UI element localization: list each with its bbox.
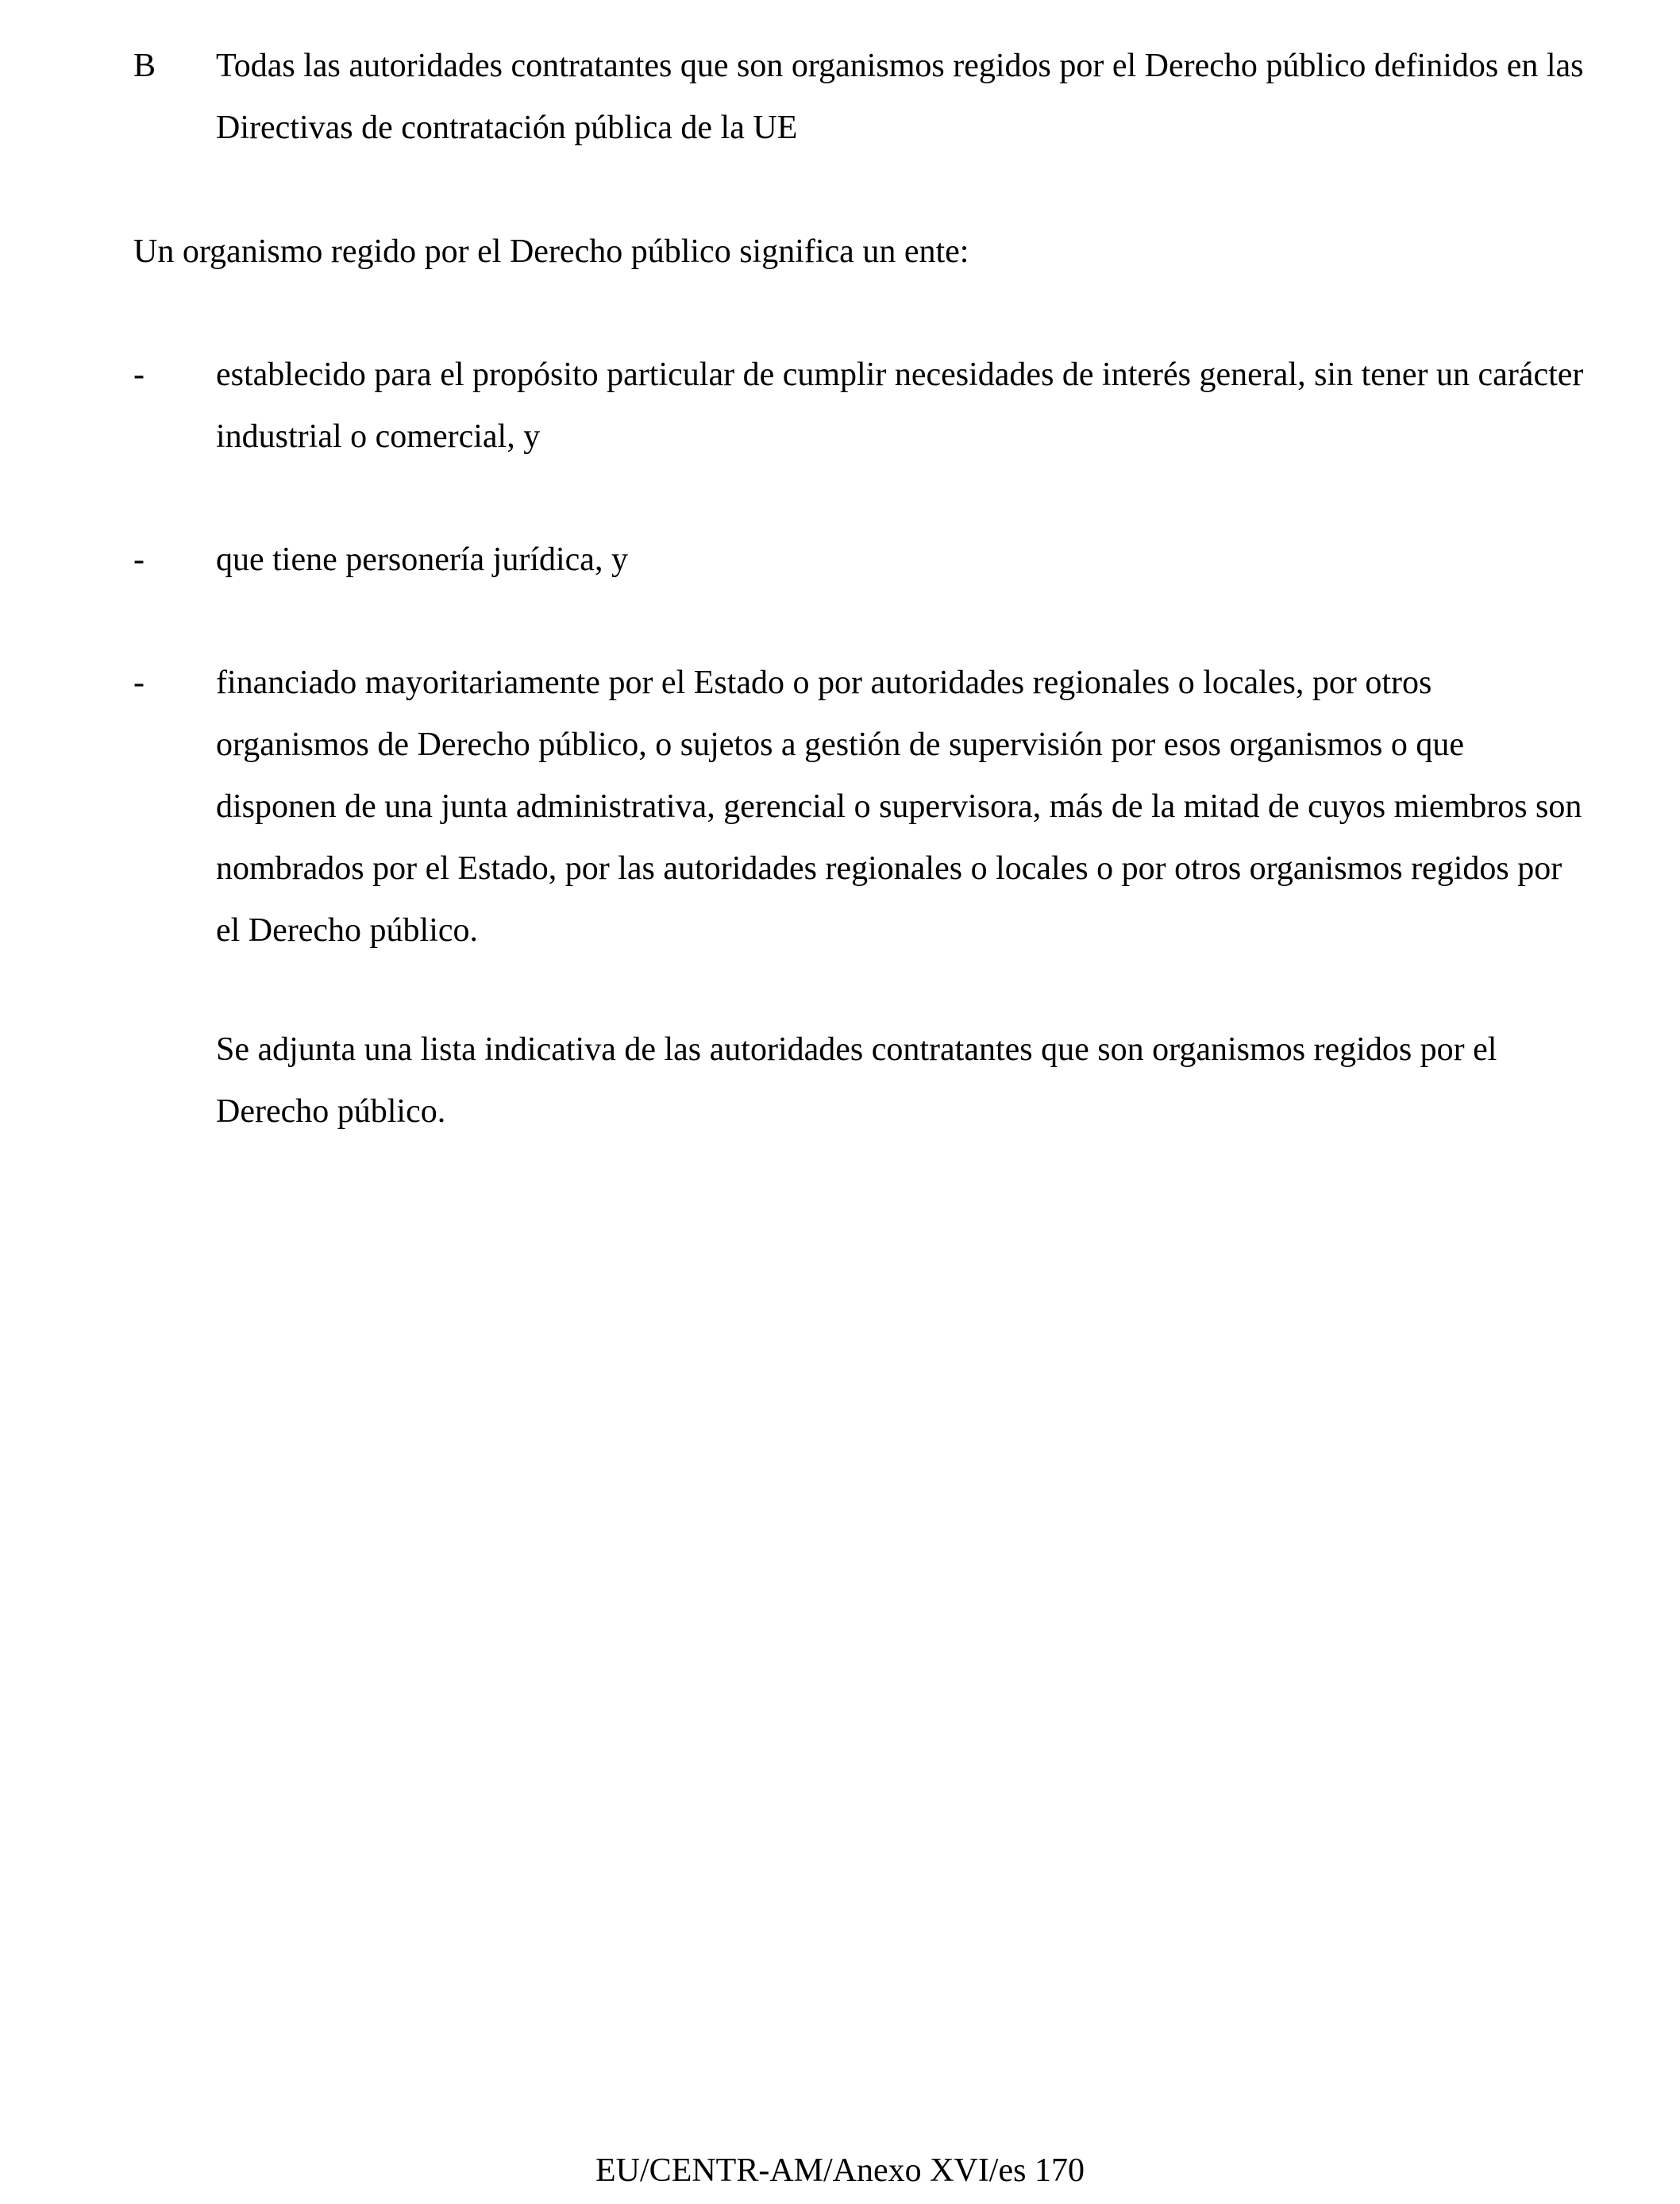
page-footer: EU/CENTR-AM/Anexo XVI/es 170 [595,2152,1085,2189]
list-item-text: que tiene personería jurídica, y [216,541,628,578]
intro-text: Un organismo regido por el Derecho público significa un ente: [133,233,969,270]
list-item-text: establecido para el propósito particular de cumplir necesidades de interés general, sin tener un carácter industrial o comercial, y [216,356,1584,455]
note-paragraph [133,1019,1586,1142]
list-item-bullet: - [133,541,144,578]
list-item [133,529,1586,591]
intro-paragraph [133,221,1586,283]
list-item-text: financiado mayoritariamente por el Estado o por autoridades regionales o locales, por otros organismos de Derecho público, o sujetos a gestión de supervisión por esos organismos o que disponen de una junta administrativa, gerencial o supervisora, más de la mitad de cuyos miembros son nombrados por el Estado, por las autoridades regionales o locales o por otros organismos regidos por el Derecho público. [216,665,1582,949]
note-text: Se adjunta una lista indicativa de las autoridades contratantes que son organismos regidos por el Derecho público. [216,1031,1497,1130]
list-item-bullet: - [133,356,144,393]
list-item [133,652,1586,961]
section-heading [133,35,1586,159]
list-item [133,344,1586,468]
list-item-bullet: - [133,665,144,701]
section-heading-text: Todas las autoridades contratantes que son organismos regidos por el Derecho público definidos en las Directivas de contratación pública de la UE [216,48,1584,146]
section-marker: B [133,48,156,84]
